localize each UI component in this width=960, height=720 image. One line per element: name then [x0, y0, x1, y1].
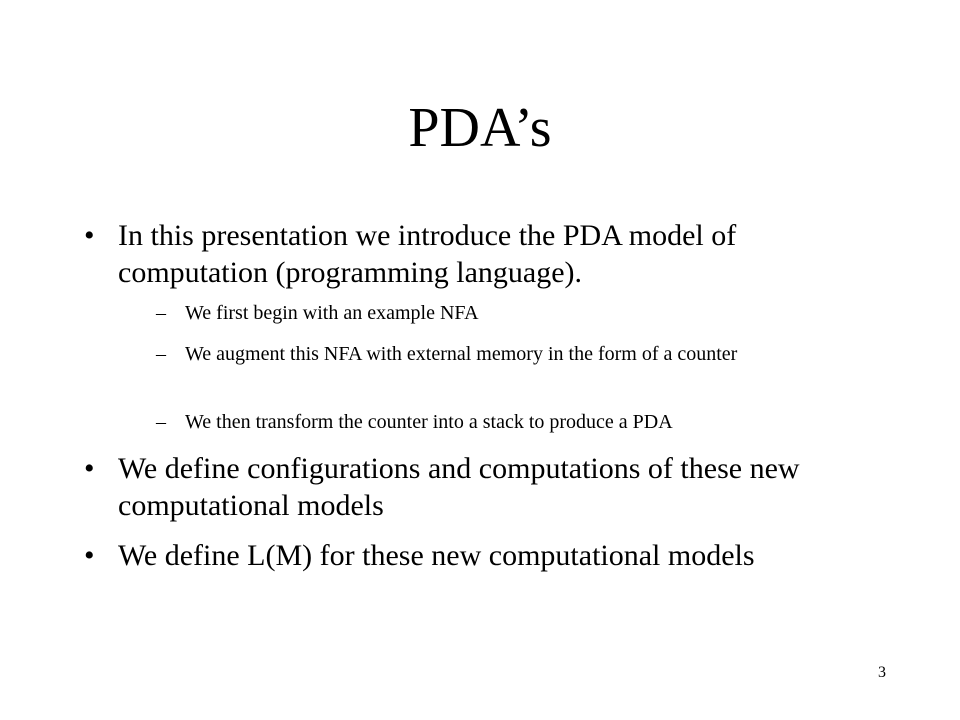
sub-item-marker: –	[156, 411, 166, 433]
page-number: 3	[878, 664, 886, 681]
bullet-text: In this presentation we introduce the PDA model of computation (programming language).	[118, 219, 737, 289]
bullet-marker: •	[84, 219, 95, 252]
slide-title: PDA’s	[408, 97, 552, 159]
sub-item-marker: –	[156, 302, 166, 324]
bullet-marker: •	[84, 452, 95, 485]
bullet-text: We define configurations and computations of these new computational models	[118, 452, 800, 522]
sub-item-marker: –	[156, 343, 166, 365]
sub-item-text: We augment this NFA with external memory in the form of a counter	[185, 343, 738, 365]
sub-item-text: We first begin with an example NFA	[185, 302, 479, 324]
bullet-text: We define L(M) for these new computational models	[118, 539, 755, 572]
sub-item-text: We then transform the counter into a stack to produce a PDA	[185, 411, 673, 433]
bullet-marker: •	[84, 539, 95, 572]
